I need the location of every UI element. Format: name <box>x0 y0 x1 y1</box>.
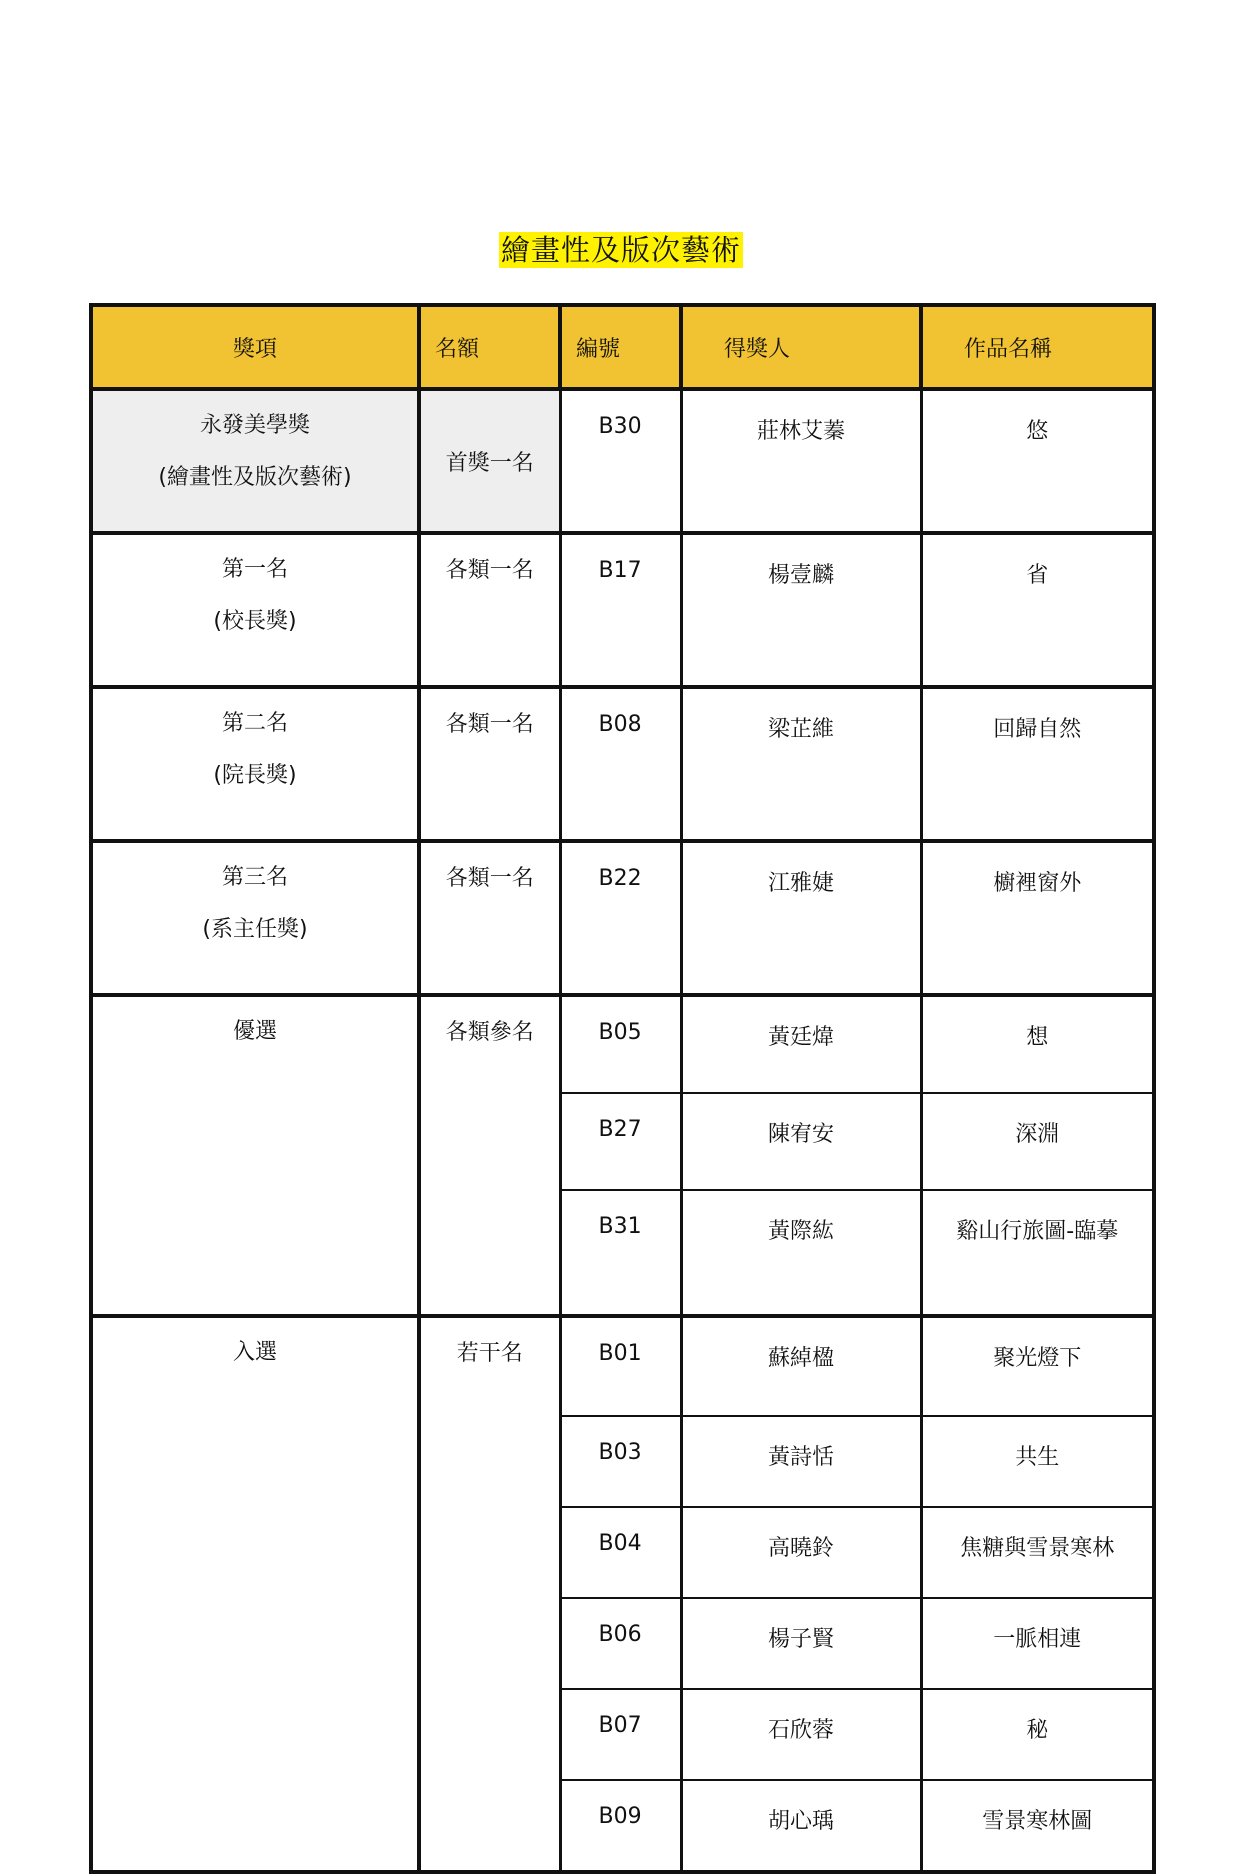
award-name: 入選 <box>232 1340 277 1365</box>
entry-code: B01 <box>560 1316 681 1416</box>
header-quota: 名額 <box>419 305 560 389</box>
entry-code: B05 <box>560 995 681 1093</box>
award-subtitle: (院長獎) <box>213 763 297 788</box>
entry-code: B30 <box>560 389 681 533</box>
quota-text: 各類參名 <box>445 1020 534 1045</box>
entry-winner: 胡心瑀 <box>681 1780 921 1872</box>
entry-winner: 蘇綽楹 <box>681 1316 921 1416</box>
award-name: 第二名 <box>221 711 288 736</box>
award-name: 第三名 <box>221 865 288 890</box>
table-row <box>91 841 1154 995</box>
award-subtitle: (系主任獎) <box>202 917 308 942</box>
quota-cell <box>419 687 560 841</box>
entry-winner: 黃詩恬 <box>681 1416 921 1507</box>
entry-work-title: 谿山行旅圖-臨摹 <box>921 1190 1154 1316</box>
table-body <box>91 389 1154 1872</box>
entry-code: B22 <box>560 841 681 995</box>
award-subtitle: (校長獎) <box>213 609 297 634</box>
award-name: 第一名 <box>221 557 288 582</box>
entry-winner: 楊壹麟 <box>681 533 921 687</box>
entry-work-title: 雪景寒林圖 <box>921 1780 1154 1872</box>
entry-work-title: 深淵 <box>921 1093 1154 1190</box>
award-subtitle: (繪畫性及版次藝術) <box>158 465 352 490</box>
award-name: 永發美學獎 <box>199 413 310 438</box>
page-title-text: 繪畫性及版次藝術 <box>500 233 741 267</box>
entry-code: B03 <box>560 1416 681 1507</box>
entry-code: B17 <box>560 533 681 687</box>
header-winner: 得獎人 <box>681 305 921 389</box>
table-row <box>91 995 1154 1093</box>
award-cell <box>91 687 419 841</box>
entry-work-title: 焦糖與雪景寒林 <box>921 1507 1154 1598</box>
header-code: 編號 <box>560 305 681 389</box>
entry-winner: 梁芷維 <box>681 687 921 841</box>
entry-code: B04 <box>560 1507 681 1598</box>
page-title <box>0 228 1242 269</box>
quota-cell <box>419 995 560 1316</box>
award-cell <box>91 841 419 995</box>
entry-work-title: 一脈相連 <box>921 1598 1154 1689</box>
entry-work-title: 秘 <box>921 1689 1154 1780</box>
entry-code: B27 <box>560 1093 681 1190</box>
header-work: 作品名稱 <box>921 305 1154 389</box>
table-row <box>91 1316 1154 1416</box>
awards-table <box>89 303 1156 1874</box>
entry-work-title: 櫥裡窗外 <box>921 841 1154 995</box>
entry-winner: 黃廷煒 <box>681 995 921 1093</box>
entry-winner: 莊林艾蓁 <box>681 389 921 533</box>
quota-text: 各類一名 <box>445 712 534 737</box>
table-row <box>91 533 1154 687</box>
quota-text: 若干名 <box>456 1341 523 1366</box>
entry-work-title: 聚光燈下 <box>921 1316 1154 1416</box>
entry-winner: 黃際紘 <box>681 1190 921 1316</box>
entry-work-title: 想 <box>921 995 1154 1093</box>
entry-work-title: 回歸自然 <box>921 687 1154 841</box>
quota-cell <box>419 389 560 533</box>
quota-cell <box>419 533 560 687</box>
entry-winner: 江雅婕 <box>681 841 921 995</box>
header-award: 獎項 <box>91 305 419 389</box>
entry-code: B31 <box>560 1190 681 1316</box>
quota-text: 首獎一名 <box>445 450 534 476</box>
entry-winner: 陳宥安 <box>681 1093 921 1190</box>
quota-text: 各類一名 <box>445 558 534 583</box>
award-cell <box>91 533 419 687</box>
entry-work-title: 共生 <box>921 1416 1154 1507</box>
entry-code: B08 <box>560 687 681 841</box>
entry-work-title: 省 <box>921 533 1154 687</box>
entry-code: B06 <box>560 1598 681 1689</box>
entry-code: B07 <box>560 1689 681 1780</box>
table-row <box>91 687 1154 841</box>
quota-text: 各類一名 <box>445 866 534 891</box>
award-name: 優選 <box>232 1019 277 1044</box>
entry-winner: 石欣蓉 <box>681 1689 921 1780</box>
entry-code: B09 <box>560 1780 681 1872</box>
entry-winner: 楊子賢 <box>681 1598 921 1689</box>
quota-cell <box>419 1316 560 1872</box>
award-cell <box>91 1316 419 1872</box>
quota-cell <box>419 841 560 995</box>
award-cell <box>91 995 419 1316</box>
entry-winner: 高曉鈴 <box>681 1507 921 1598</box>
table-row <box>91 389 1154 533</box>
award-cell <box>91 389 419 533</box>
entry-work-title: 悠 <box>921 389 1154 533</box>
